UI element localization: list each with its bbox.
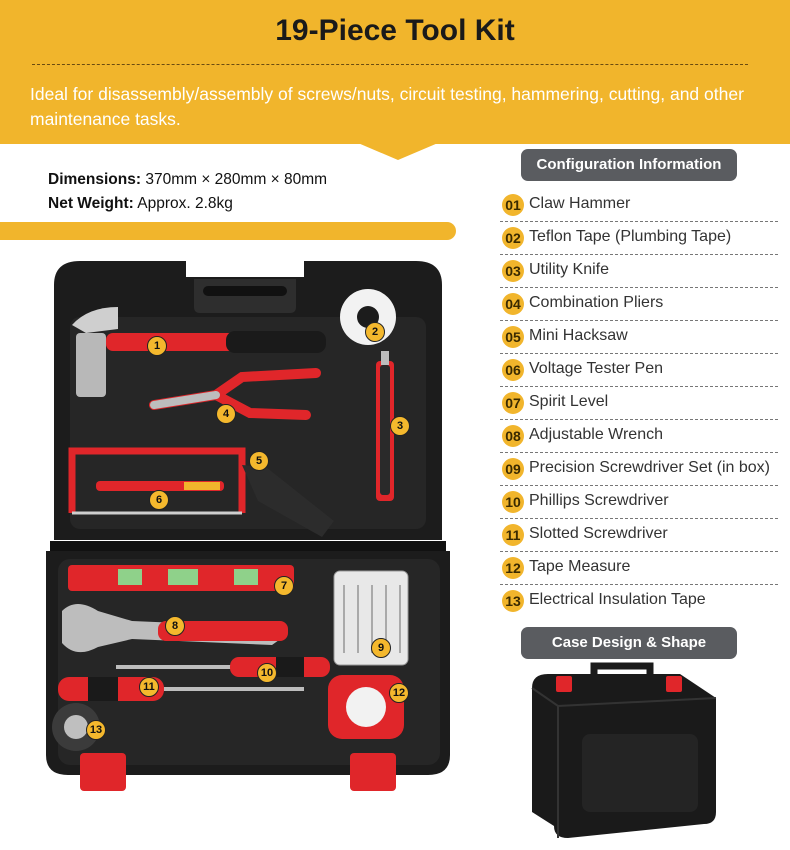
spirit-level: [68, 565, 294, 591]
config-item-label: Adjustable Wrench: [529, 426, 663, 443]
config-item-number: 11: [502, 524, 524, 546]
config-item-number: 13: [502, 590, 524, 612]
marker-7: 7: [274, 576, 294, 596]
weight-label: Net Weight:: [48, 195, 134, 212]
title-divider: [32, 64, 748, 65]
config-item-label: Voltage Tester Pen: [529, 360, 664, 377]
weight-value: Approx. 2.8kg: [137, 195, 233, 212]
config-item-number: 07: [502, 392, 524, 414]
marker-13: 13: [86, 720, 106, 740]
marker-5: 5: [249, 451, 269, 471]
config-item-label: Electrical Insulation Tape: [529, 591, 706, 608]
config-item-number: 08: [502, 425, 524, 447]
accent-bar: [0, 222, 456, 240]
config-item: [500, 354, 778, 387]
config-item-number: 02: [502, 227, 524, 249]
page-title: 19-Piece Tool Kit: [275, 14, 515, 47]
config-item: [500, 321, 778, 354]
config-item: [500, 519, 778, 552]
config-item-number: 05: [502, 326, 524, 348]
config-item-number: 03: [502, 260, 524, 282]
config-item-label: Claw Hammer: [529, 195, 631, 212]
config-item-label: Slotted Screwdriver: [529, 525, 668, 542]
config-item-number: 04: [502, 293, 524, 315]
dimensions-value: 370mm × 280mm × 80mm: [145, 171, 328, 188]
closed-case-image: [518, 662, 738, 840]
case-lid-panel: [582, 734, 698, 812]
config-item-label: Utility Knife: [529, 261, 610, 278]
page-description: Ideal for disassembly/assembly of screws/nuts, circuit testing, hammering, cutting, and other maintenance tasks.: [30, 84, 744, 129]
marker-6: 6: [149, 490, 169, 510]
config-item-label: Precision Screwdriver Set (in box): [529, 459, 770, 476]
config-item: [500, 189, 778, 222]
case-hinge: [50, 541, 446, 551]
config-item-number: 01: [502, 194, 524, 216]
config-item: [500, 255, 778, 288]
case-design-title: Case Design & Shape: [521, 627, 737, 659]
config-title: Configuration Information: [521, 149, 737, 181]
weight-spec: [48, 195, 233, 213]
marker-2: 2: [365, 322, 385, 342]
case-latch-left: [80, 753, 126, 791]
config-item-label: Combination Pliers: [529, 294, 664, 311]
marker-9: 9: [371, 638, 391, 658]
config-item: [500, 552, 778, 585]
config-item: [500, 486, 778, 519]
marker-1: 1: [147, 336, 167, 356]
marker-3: 3: [390, 416, 410, 436]
marker-8: 8: [165, 616, 185, 636]
banner-pointer: [358, 143, 438, 160]
marker-10: 10: [257, 663, 277, 683]
marker-4: 4: [216, 404, 236, 424]
config-item: [500, 453, 778, 486]
config-item: [500, 585, 778, 618]
config-item-label: Phillips Screwdriver: [529, 492, 669, 509]
config-item-number: 09: [502, 458, 524, 480]
config-item-label: Spirit Level: [529, 393, 609, 410]
dimensions-spec: [48, 171, 327, 189]
config-item: [500, 387, 778, 420]
config-item-number: 12: [502, 557, 524, 579]
config-item: [500, 288, 778, 321]
config-item: [500, 222, 778, 255]
config-item-number: 06: [502, 359, 524, 381]
case-latch-right: [666, 676, 682, 692]
config-item-label: Teflon Tape (Plumbing Tape): [529, 228, 732, 245]
config-item: [500, 420, 778, 453]
case-latch-right: [350, 753, 396, 791]
case-latch-left: [556, 676, 572, 692]
config-item-number: 10: [502, 491, 524, 513]
marker-12: 12: [389, 683, 409, 703]
marker-11: 11: [139, 677, 159, 697]
config-item-label: Tape Measure: [529, 558, 631, 575]
config-item-label: Mini Hacksaw: [529, 327, 628, 344]
dimensions-label: Dimensions:: [48, 171, 142, 188]
